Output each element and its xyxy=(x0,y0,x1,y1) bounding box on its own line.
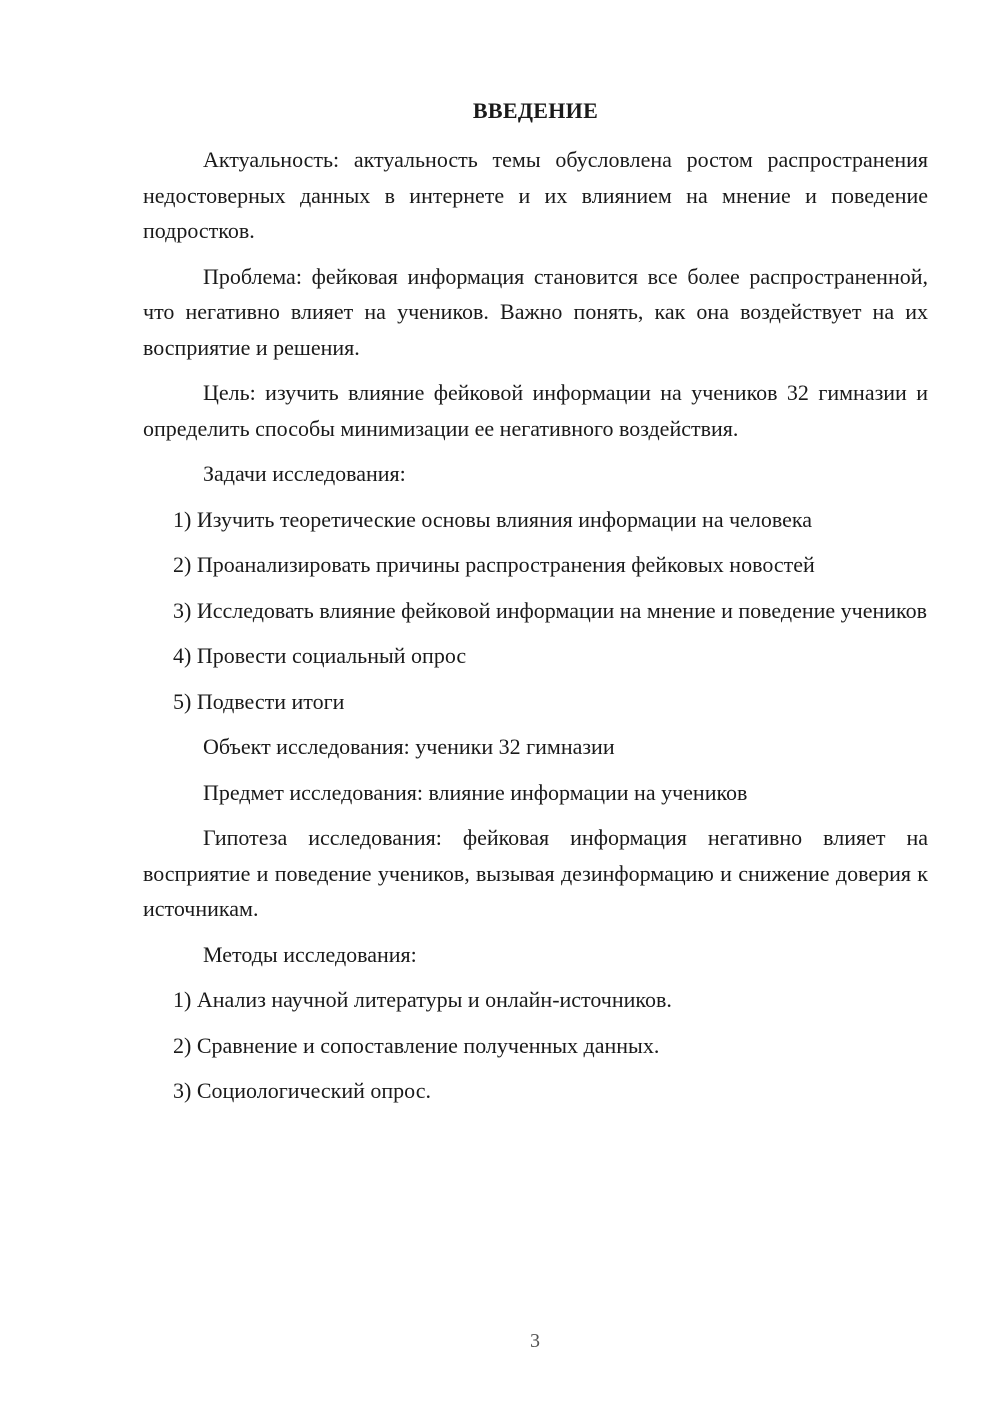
research-subject: Предмет исследования: влияние информации на учеников xyxy=(203,779,748,805)
method-item-3: 3) Социологический опрос. xyxy=(173,1078,431,1103)
method-item-1: 1) Анализ научной литературы и онлайн-источников. xyxy=(173,987,672,1012)
task-item-1: 1) Изучить теоретические основы влияния информации на человека xyxy=(173,506,813,532)
document-body xyxy=(143,142,928,1119)
relevance-paragraph: Актуальность: актуальность темы обусловлена ростом распространения недостоверных данных в интернете и их влиянием на мнение и поведение подростков. xyxy=(143,147,928,243)
problem-paragraph: Проблема: фейковая информация становится все более распространенной, что негативно влияет на учеников. Важно понять, как она воздействует на их восприятие и решения. xyxy=(143,263,928,360)
task-item-4: 4) Провести социальный опрос xyxy=(173,643,467,668)
task-item-2: 2) Проанализировать причины распространения фейковых новостей xyxy=(173,552,815,577)
task-item-5: 5) Подвести итоги xyxy=(173,688,345,714)
page-title: ВВЕДЕНИЕ xyxy=(472,98,599,123)
research-object: Объект исследования: ученики 32 гимназии xyxy=(203,734,615,759)
methods-heading: Методы исследования: xyxy=(203,941,417,967)
goal-paragraph: Цель: изучить влияние фейковой информации на учеников 32 гимназии и определить способы минимизации ее негативного воздействия. xyxy=(143,380,928,441)
task-item-3: 3) Исследовать влияние фейковой информации на мнение и поведение учеников xyxy=(173,597,928,623)
tasks-heading: Задачи исследования: xyxy=(203,461,406,486)
method-item-2: 2) Сравнение и сопоставление полученных данных. xyxy=(173,1032,660,1058)
page-number: 3 xyxy=(530,1330,540,1352)
hypothesis-paragraph: Гипотеза исследования: фейковая информация негативно влияет на восприятие и поведение учеников, вызывая дезинформацию и снижение доверия к источникам. xyxy=(143,825,928,921)
